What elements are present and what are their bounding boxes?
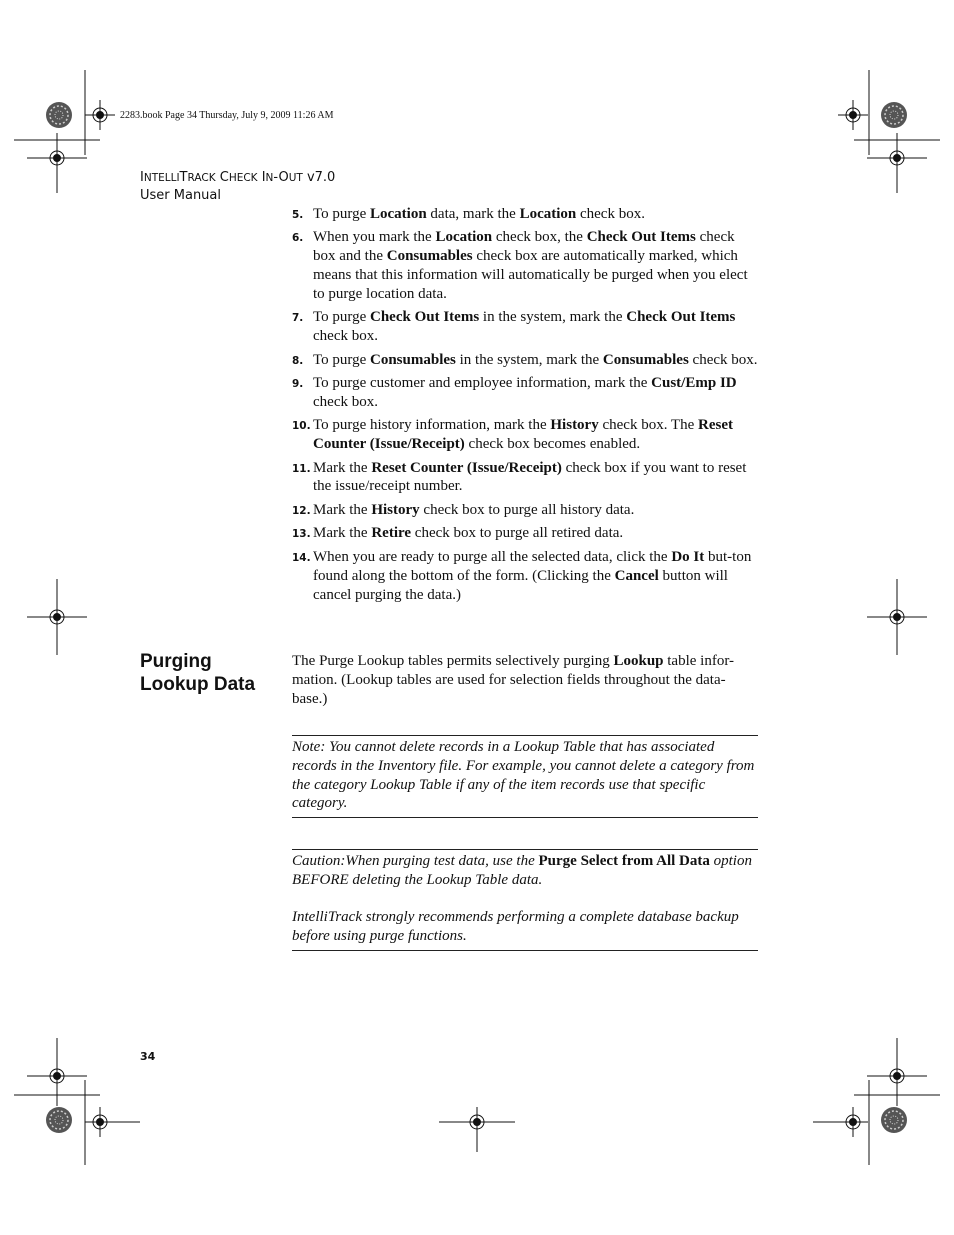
ui-term: Consumables bbox=[370, 351, 456, 368]
registration-target-icon bbox=[85, 1107, 140, 1137]
ui-term: Check Out Items bbox=[586, 229, 696, 246]
registration-target-icon bbox=[85, 100, 115, 130]
step-number: 9. bbox=[292, 378, 304, 391]
list-item bbox=[292, 459, 758, 497]
step-text: check box if you want to reset the issue/receipt number. bbox=[313, 459, 747, 495]
step-text: in the system, mark the bbox=[479, 309, 627, 326]
ui-term: Location bbox=[435, 229, 493, 246]
step-text: To purge bbox=[313, 206, 370, 222]
starburst-target-icon bbox=[46, 102, 72, 128]
ui-term: Retire bbox=[371, 525, 412, 542]
step-text: Mark the bbox=[313, 525, 372, 542]
step-text: check box to purge all retired data. bbox=[411, 525, 624, 542]
ui-term: Check Out Items bbox=[626, 309, 736, 326]
running-header-title: INTELLITRACK CHECK IN-OUT v7.0 bbox=[140, 170, 336, 185]
list-item bbox=[292, 548, 758, 604]
step-text: check box. bbox=[688, 351, 758, 368]
step-text: check box. bbox=[313, 393, 378, 410]
step-text: Mark the bbox=[313, 459, 372, 476]
step-text: To purge history information, mark the bbox=[313, 417, 551, 434]
step-text: When you mark the bbox=[313, 229, 436, 246]
step-text: check box becomes enabled. bbox=[464, 436, 641, 453]
running-header-subtitle: User Manual bbox=[140, 188, 222, 203]
registration-target-icon bbox=[27, 133, 87, 193]
list-item bbox=[292, 205, 758, 224]
step-text: check box. The bbox=[598, 417, 698, 434]
step-text: check box are automatically marked, which means that this information will automatically be purged when you elect to purge location data. bbox=[313, 248, 748, 302]
step-text: but-ton found along the bottom of the form. (Clicking the bbox=[313, 548, 752, 584]
registration-target-icon bbox=[439, 1107, 515, 1152]
step-text: Mark the bbox=[313, 501, 372, 518]
step-text: To purge bbox=[313, 351, 370, 368]
ui-term: Location bbox=[519, 206, 577, 222]
ui-term: Check Out Items bbox=[370, 309, 480, 326]
registration-target-icon bbox=[867, 1038, 927, 1106]
step-text: To purge bbox=[313, 309, 370, 326]
step-text: When you are ready to purge all the selected data, click the bbox=[313, 548, 672, 565]
step-text: data, mark the bbox=[426, 206, 520, 222]
registration-target-icon bbox=[838, 100, 868, 130]
step-number: 6. bbox=[292, 232, 304, 245]
step-number: 14. bbox=[292, 551, 311, 564]
ui-term: Consumables bbox=[386, 248, 473, 265]
list-item bbox=[292, 374, 758, 412]
list-item bbox=[292, 351, 758, 370]
registration-target-icon bbox=[867, 579, 927, 655]
step-text: To purge customer and employee information, mark the bbox=[313, 375, 652, 392]
note-bottom-rule bbox=[292, 817, 758, 818]
ui-term: Reset Counter (Issue/Receipt) bbox=[313, 417, 733, 453]
ui-term: Cust/Emp ID bbox=[651, 375, 737, 392]
section-heading: Purging Lookup Data bbox=[140, 651, 256, 695]
registration-target-icon bbox=[27, 579, 87, 655]
list-item bbox=[292, 416, 758, 454]
caution-text: Caution:When purging test data, use the Purge Select from All Data option BEFORE deleting the Lookup Table data. bbox=[292, 853, 752, 888]
ui-term: Cancel bbox=[614, 567, 659, 584]
step-number: 12. bbox=[292, 504, 311, 517]
step-text: button will cancel purging the data.) bbox=[313, 567, 728, 603]
ui-term: Reset Counter (Issue/Receipt) bbox=[371, 459, 562, 476]
step-text: check box and the bbox=[313, 229, 735, 265]
caution-bottom-rule bbox=[292, 950, 758, 951]
step-number: 11. bbox=[292, 462, 311, 475]
print-slug: 2283.book Page 34 Thursday, July 9, 2009 11:26 AM bbox=[120, 110, 334, 121]
step-number: 8. bbox=[292, 354, 304, 367]
step-text: check box to purge all history data. bbox=[419, 501, 635, 518]
section-intro: The Purge Lookup tables permits selectively purging Lookup table infor-mation. (Lookup tables are used for selection fields throughout the data-base.) bbox=[292, 653, 735, 707]
ui-term: Location bbox=[370, 206, 427, 222]
list-item bbox=[292, 308, 758, 346]
starburst-target-icon bbox=[881, 1107, 907, 1133]
list-item bbox=[292, 228, 758, 303]
step-number: 7. bbox=[292, 312, 304, 325]
ui-term: Do It bbox=[671, 548, 705, 565]
list-item bbox=[292, 524, 758, 543]
step-number: 10. bbox=[292, 420, 311, 433]
list-item bbox=[292, 501, 758, 520]
ui-term: History bbox=[550, 417, 599, 434]
note-text: Note: You cannot delete records in a Lookup Table that has associated records in the Inventory file. For example, you cannot delete a category from the category Lookup Table if any of the item records use that specific category. bbox=[292, 739, 755, 812]
step-text: in the system, mark the bbox=[455, 351, 603, 368]
step-text: check box, the bbox=[492, 229, 587, 246]
ui-term: History bbox=[371, 501, 420, 518]
note-top-rule bbox=[292, 735, 758, 736]
registration-target-icon bbox=[27, 1038, 87, 1106]
step-number: 13. bbox=[292, 528, 311, 541]
step-text: check box. bbox=[576, 206, 645, 222]
starburst-target-icon bbox=[881, 102, 907, 128]
page-number: 34 bbox=[140, 1050, 156, 1063]
registration-target-icon bbox=[813, 1107, 868, 1137]
caution-followup: IntelliTrack strongly recommends performing a complete database backup before using purge functions. bbox=[292, 909, 739, 944]
step-number: 5. bbox=[292, 209, 304, 221]
starburst-target-icon bbox=[46, 1107, 72, 1133]
ui-term: Consumables bbox=[602, 351, 689, 368]
registration-target-icon bbox=[867, 133, 927, 193]
caution-top-rule bbox=[292, 849, 758, 850]
step-text: check box. bbox=[313, 328, 378, 345]
procedure-steps bbox=[292, 205, 758, 609]
